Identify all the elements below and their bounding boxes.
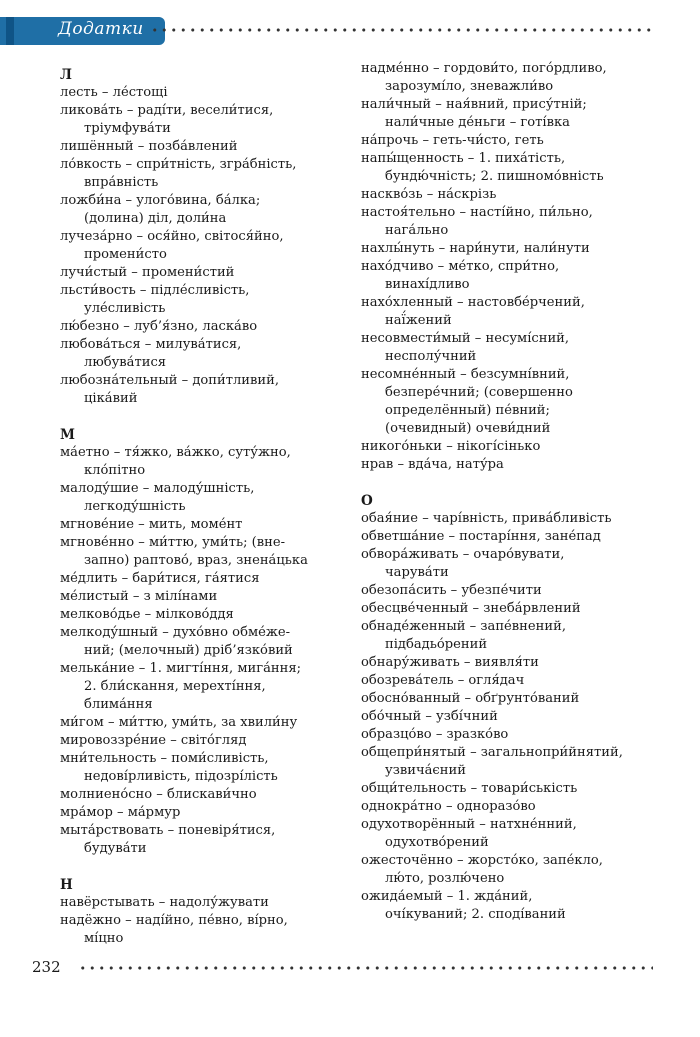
dictionary-entry <box>361 204 651 240</box>
entry-line: обнаде́женный – запе́внений, <box>361 619 566 634</box>
entry-line: однокра́тно – одноразо́во <box>361 799 536 814</box>
entry-continuation: чарува́ти <box>385 565 449 580</box>
dictionary-entry <box>361 150 651 186</box>
entry-line: общепри́нятый – загальнопри́йнятий, <box>361 745 623 760</box>
entry-continuation: (очевидный) очеви́дний <box>385 421 551 436</box>
entry-line: ма́етно – тя́жко, ва́жко, суту́жно, <box>60 445 291 460</box>
entry-line: общи́тельность – товари́ськість <box>361 781 578 796</box>
tab-accent <box>6 17 14 45</box>
entry-line: мелкоду́шный – духо́вно обме́же- <box>60 625 291 640</box>
dictionary-entry <box>361 96 651 132</box>
entry-line: ликова́ть – раді́ти, весели́тися, <box>60 103 274 118</box>
entry-line: мелково́дье – мілково́ддя <box>60 607 234 622</box>
dictionary-entry <box>361 618 651 654</box>
dictionary-entry <box>60 750 350 786</box>
entry-line: малоду́шие – малоду́шність, <box>60 481 255 496</box>
dictionary-entry <box>60 444 350 480</box>
entry-line: обезопа́сить – убезпе́чити <box>361 583 542 598</box>
dictionary-entry <box>60 570 350 588</box>
entry-continuation: зарозумі́ло, зневажли́во <box>385 79 554 94</box>
dictionary-entry <box>361 744 651 780</box>
dictionary-entry <box>361 132 651 150</box>
entry-line: мни́тельность – поми́сливість, <box>60 751 269 766</box>
dictionary-entry <box>361 888 651 924</box>
entry-continuation: очі́куваний; 2. сподíваний <box>385 907 566 922</box>
entry-line: мелька́ние – 1. мигті́ння, мига́ння; <box>60 661 302 676</box>
dictionary-entry <box>361 528 651 546</box>
entry-line: молниено́сно – блискави́чно <box>60 787 257 802</box>
entry-line: ме́листый – з мілі́нами <box>60 589 218 604</box>
entry-line: ми́гом – ми́ттю, уми́ть, за хвили́ну <box>60 715 298 730</box>
dictionary-entry <box>60 894 350 912</box>
entry-line: нахо́хленный – настовбе́рчений, <box>361 295 585 310</box>
dictionary-entry <box>361 780 651 798</box>
section-gap <box>60 408 350 426</box>
entry-line: обосно́ванный – обґрунто́ваний <box>361 691 580 706</box>
entry-line: обнару́живать – виявля́ти <box>361 655 539 670</box>
entry-line: настоя́тельно – насті́йно, пи́льно, <box>361 205 593 220</box>
entry-line: нахо́дчиво – ме́тко, спри́тно, <box>361 259 560 274</box>
entry-line: любова́ться – милува́тися, <box>60 337 242 352</box>
entry-continuation: ний; (мелочный) дріб’язко́вий <box>84 643 293 658</box>
entry-line: лучи́стый – промени́стий <box>60 265 235 280</box>
dictionary-entry <box>60 138 350 156</box>
entry-continuation: промени́сто <box>84 247 167 262</box>
dictionary-entry <box>361 798 651 816</box>
page-header <box>0 17 700 45</box>
dictionary-entry <box>60 318 350 336</box>
dictionary-entry <box>361 708 651 726</box>
entry-continuation: кло́пітно <box>84 463 146 478</box>
entry-continuation: уле́сливість <box>84 301 166 316</box>
dictionary-entry <box>60 588 350 606</box>
dictionary-entry <box>60 336 350 372</box>
entry-line: мра́мор – ма́рмур <box>60 805 181 820</box>
entry-continuation: любува́тися <box>84 355 167 370</box>
section-letter: М <box>60 427 75 443</box>
page-footer <box>0 958 700 978</box>
entry-continuation: узвича́єний <box>385 763 466 778</box>
entry-line: обветша́ние – постарі́ння, зане́пад <box>361 529 601 544</box>
section-gap <box>60 858 350 876</box>
dictionary-entry <box>60 912 350 948</box>
entry-line: нахлы́нуть – нари́нути, нали́нути <box>361 241 590 256</box>
dictionary-entry <box>60 534 350 570</box>
entry-line: лучеза́рно – ося́йно, світося́йно, <box>60 229 284 244</box>
entry-continuation: (долина) діл, доли́на <box>84 211 227 226</box>
dictionary-entry <box>60 822 350 858</box>
right-column <box>361 60 651 924</box>
dictionary-entry <box>361 816 651 852</box>
dictionary-entry <box>361 258 651 294</box>
dictionary-entry <box>60 480 350 516</box>
entry-continuation: винахі́дливо <box>385 277 470 292</box>
footer-dotted-rule <box>78 965 653 971</box>
entry-continuation: тріумфува́ти <box>84 121 171 136</box>
section-letter: Н <box>60 877 73 893</box>
entry-line: мгнове́ние – мить, моме́нт <box>60 517 243 532</box>
header-dotted-rule <box>150 27 655 33</box>
dictionary-entry <box>60 660 350 714</box>
page-number: 232 <box>32 958 61 976</box>
entry-line: навёрстывать – надолу́жувати <box>60 895 269 910</box>
entry-line: на́прочь – геть-чи́сто, геть <box>361 133 544 148</box>
entry-continuation: ціка́вий <box>84 391 138 406</box>
dictionary-entry <box>60 372 350 408</box>
left-column <box>60 60 350 948</box>
dictionary-entry <box>361 186 651 204</box>
entry-continuation: нага́льно <box>385 223 449 238</box>
section-tab <box>0 17 165 45</box>
dictionary-entry <box>60 714 350 732</box>
entry-line: льсти́вость – підле́сливість, <box>60 283 250 298</box>
section-title: Додатки <box>58 19 144 39</box>
section-gap <box>361 474 651 492</box>
dictionary-entry <box>361 60 651 96</box>
entry-line: нали́чный – ная́вний, прису́тній; <box>361 97 587 112</box>
entry-line: ло́вкость – спри́тність, згра́бність, <box>60 157 297 172</box>
entry-line: любозна́тельный – допи́тливий, <box>60 373 280 388</box>
dictionary-entry <box>361 582 651 600</box>
dictionary-entry <box>361 510 651 528</box>
dictionary-entry <box>60 84 350 102</box>
entry-continuation: наї́жений <box>385 313 452 328</box>
entry-continuation: определённый) пе́вний; <box>385 403 550 418</box>
entry-continuation: лю́то, розлю́чено <box>385 871 505 886</box>
entry-continuation: безпере́чний; (совершенно <box>385 385 573 400</box>
entry-line: мгнове́нно – ми́ттю, уми́ть; (вне- <box>60 535 286 550</box>
entry-continuation: мі́цно <box>84 931 124 946</box>
entry-line: обозрева́тель – огля́дач <box>361 673 525 688</box>
entry-continuation: несполу́чний <box>385 349 477 364</box>
dictionary-entry <box>361 330 651 366</box>
entry-line: несовмести́мый – несумі́сний, <box>361 331 570 346</box>
dictionary-entry <box>361 366 651 438</box>
entry-line: ложби́на – улого́вина, ба́лка; <box>60 193 261 208</box>
dictionary-entry <box>361 690 651 708</box>
dictionary-entry <box>361 672 651 690</box>
entry-continuation: нали́чные де́ньги – готі́вка <box>385 115 570 130</box>
entry-line: несомне́нный – безсумні́вний, <box>361 367 570 382</box>
dictionary-entry <box>361 726 651 744</box>
entry-continuation: блима́ння <box>84 697 153 712</box>
entry-line: насквóзь – на́скрізь <box>361 187 497 202</box>
dictionary-entry <box>60 228 350 264</box>
entry-line: обая́ние – чарі́вність, прива́бливість <box>361 511 612 526</box>
entry-line: лишённый – позба́влений <box>60 139 238 154</box>
dictionary-entry <box>60 606 350 624</box>
entry-line: ме́длить – бари́тися, га́ятися <box>60 571 260 586</box>
entry-continuation: одухотво́рений <box>385 835 489 850</box>
entry-line: надме́нно – гордови́то, пого́рдливо, <box>361 61 607 76</box>
dictionary-entry <box>60 804 350 822</box>
dictionary-entry <box>361 240 651 258</box>
dictionary-entry <box>60 624 350 660</box>
entry-continuation: впра́вність <box>84 175 159 190</box>
entry-line: лю́безно – луб’я́зно, ласка́во <box>60 319 258 334</box>
dictionary-entry <box>60 786 350 804</box>
entry-line: нрав – вда́ча, нату́ра <box>361 457 504 472</box>
entry-continuation: недові́рливість, підозрі́лість <box>84 769 278 784</box>
entry-line: мыта́рствовать – поневіря́тися, <box>60 823 276 838</box>
dictionary-entry <box>361 294 651 330</box>
entry-line: ожесточённо – жорсто́ко, запе́кло, <box>361 853 603 868</box>
entry-continuation: будува́ти <box>84 841 147 856</box>
entry-line: обесцве́ченный – знеба́рвлений <box>361 601 581 616</box>
entry-continuation: 2. бли́скання, мерехті́ння, <box>84 679 266 694</box>
entry-continuation: бундю́чність; 2. пишномо́вність <box>385 169 604 184</box>
entry-line: одухотворённый – натхне́нний, <box>361 817 577 832</box>
dictionary-entry <box>361 456 651 474</box>
entry-continuation: підбадьо́рений <box>385 637 488 652</box>
dictionary-entry <box>60 264 350 282</box>
section-letter: Л <box>60 67 72 83</box>
dictionary-entry <box>361 600 651 618</box>
section-letter: О <box>361 493 373 509</box>
entry-line: лесть – ле́стощі <box>60 85 168 100</box>
dictionary-entry <box>60 192 350 228</box>
entry-line: обвора́живать – очаро́вувати, <box>361 547 565 562</box>
dictionary-entry <box>361 852 651 888</box>
entry-continuation: запно) раптово́, враз, знена́цька <box>84 553 308 568</box>
dictionary-entry <box>60 102 350 138</box>
dictionary-entry <box>60 516 350 534</box>
dictionary-entry <box>361 654 651 672</box>
entry-continuation: легкоду́шність <box>84 499 186 514</box>
dictionary-entry <box>60 732 350 750</box>
entry-line: обо́чный – узбі́чний <box>361 709 498 724</box>
dictionary-entry <box>361 438 651 456</box>
entry-line: напы́щенность – 1. пиха́тість, <box>361 151 566 166</box>
entry-line: мировоззре́ние – світо́гляд <box>60 733 247 748</box>
dictionary-entry <box>60 156 350 192</box>
entry-line: никого́ньки – нікогі́сінько <box>361 439 541 454</box>
entry-line: образцо́во – зразко́во <box>361 727 509 742</box>
dictionary-entry <box>60 282 350 318</box>
dictionary-entry <box>361 546 651 582</box>
entry-line: ожида́емый – 1. жда́ний, <box>361 889 533 904</box>
entry-line: надёжно – наді́йно, пе́вно, ві́рно, <box>60 913 288 928</box>
